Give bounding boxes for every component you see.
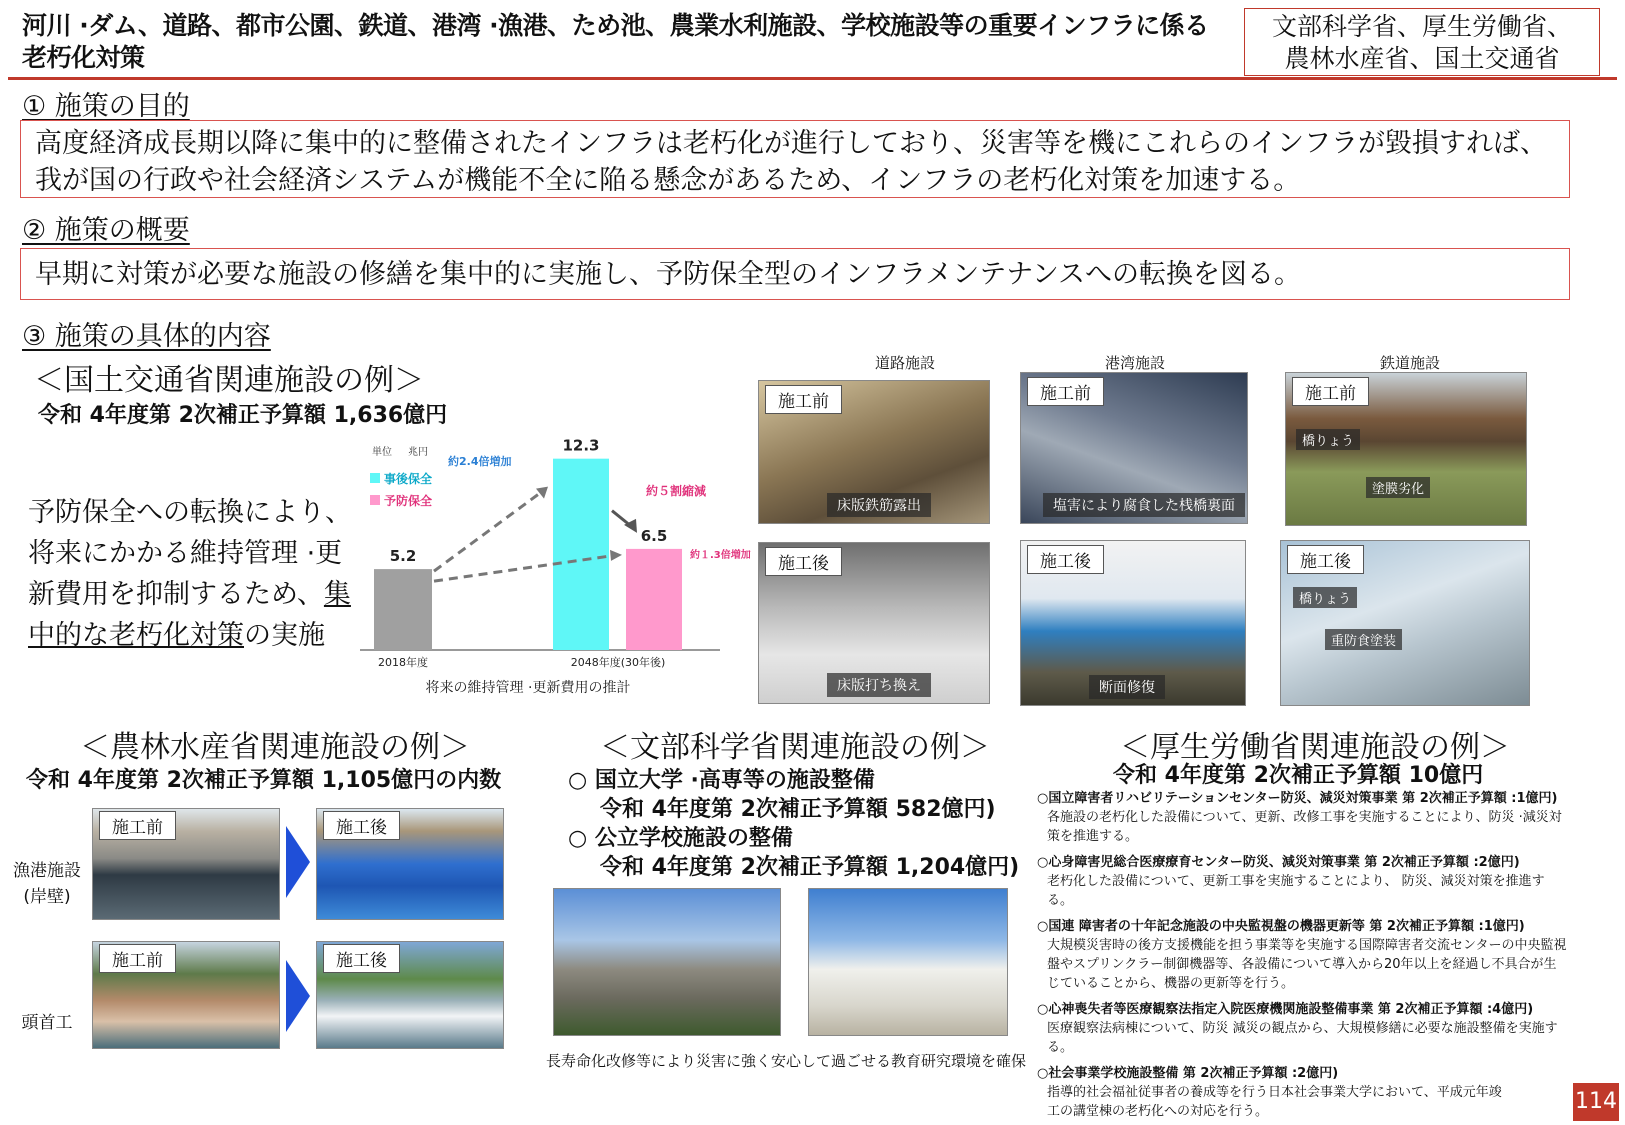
bar-value-label: 12.3 (562, 436, 600, 455)
mext-item2: ○ 公立学校施設の整備 (568, 826, 793, 851)
x-tick-label: 2048年度(30年後) (570, 656, 666, 669)
bar-value-label: 5.2 (389, 547, 417, 566)
mext-item1-budget: 令和 4年度第 2次補正予算額 582億円) (600, 797, 996, 822)
mlit-budget: 令和 4年度第 2次補正予算額 1,636億円 (38, 403, 448, 428)
fishport-before-tag: 施工前 (99, 811, 176, 840)
rail-label: 鉄道施設 (1379, 354, 1440, 372)
mlit-title: ＜国土交通省関連施設の例＞ (34, 363, 424, 398)
port-after-tag: 施工後 (1027, 545, 1104, 574)
mhlw-list (1037, 790, 1569, 1121)
chart-caption: 将来の維持管理 ·更新費用の推計 (425, 680, 631, 696)
mhlw-title: ＜厚生労働省関連施設の例＞ (1120, 730, 1510, 765)
legend-swatch (370, 495, 380, 505)
rail-after-label2: 重防食塗装 (1325, 629, 1402, 650)
section2-box: 早期に対策が必要な施設の修繕を集中的に実施し、予防保全型のインフラメンテナンスへの転換を図る。 (20, 248, 1570, 300)
arrow-head-icon (536, 487, 548, 499)
mext-title: ＜文部科学省関連施設の例＞ (600, 730, 990, 765)
bar (626, 549, 682, 650)
road-before-photo (758, 380, 990, 524)
section3-heading: ③ 施策の具体的内容 (22, 321, 271, 352)
mhlw-item: ○国連 障害者の十年記念施設の中央監視盤の機器更新等 第 2次補正予算額 :1億円) 大規模災害時の後方支援機能を担う事業等を実施する国際障害者交流センターの中央監視盤やスプリンクラー制御機器等、各設備について導入から20年以上を経過し不具合が生じていることから、機器の更新等を行う。 (1037, 919, 1567, 991)
legend-swatch (370, 473, 380, 483)
mext-items (568, 766, 1019, 882)
section2-heading: ② 施策の概要 (22, 215, 190, 246)
port-label: 港湾施設 (1104, 354, 1165, 372)
weir-arrow-icon (286, 960, 310, 1032)
rail-before-label2: 塗膜劣化 (1366, 477, 1430, 498)
bar-value-label: 6.5 (640, 526, 668, 545)
road-label: 道路施設 (874, 354, 935, 372)
maff-row2-label: 頭首工 (21, 1013, 73, 1033)
rail-after-photo (1280, 540, 1530, 706)
port-after-caption: 断面修復 (1089, 675, 1165, 699)
bar (553, 459, 609, 650)
port-before-caption: 塩害により腐食した桟橋裏面 (1043, 493, 1245, 517)
maff-row1-label: 漁港施設(岸壁) (13, 861, 81, 907)
maff-budget: 令和 4年度第 2次補正予算額 1,105億円の内数 (26, 768, 502, 793)
maff-title: ＜農林水産省関連施設の例＞ (80, 730, 470, 765)
section1-heading: ① 施策の目的 (22, 91, 190, 122)
cost-chart (360, 425, 780, 725)
unit-label: 単位 (372, 447, 392, 458)
road-before-tag: 施工前 (765, 385, 842, 414)
mlit-body: 予防保全への転換により、将来にかかる維持管理 ·更新費用を抑制するため、集中的な老朽化対策の実施 (28, 497, 352, 651)
mext-item1: ○ 国立大学 ·高専等の施設整備 (568, 768, 875, 793)
road-before-caption: 床版鉄筋露出 (827, 493, 931, 517)
rail-before-photo (1285, 372, 1527, 526)
rail-before-tag: 施工前 (1292, 377, 1369, 406)
legend-label: 事後保全 (384, 472, 433, 486)
mext-caption: 長寿命化改修等により災害に強く安心して過ごせる教育研究環境を確保 (546, 1052, 1027, 1070)
rail-after-tag: 施工後 (1287, 545, 1364, 574)
road-after-photo (758, 542, 990, 704)
mext-item2-budget: 令和 4年度第 2次補正予算額 1,204億円) (600, 855, 1020, 880)
section1-box: 高度経済成長期以降に集中的に整備されたインフラは老朽化が進行しており、災害等を機にこれらのインフラが毀損すれば、我が国の行政や社会経済システムが機能不全に陥る懸念があるため、インフラの老朽化対策を加速する。 (20, 120, 1570, 198)
port-before-photo (1020, 372, 1248, 524)
fishport-after-tag: 施工後 (323, 811, 400, 840)
annotation: 約2.4倍増加 (448, 455, 512, 468)
unit-value: 兆円 (408, 447, 428, 458)
mhlw-item: ○国立障害者リハビリテーションセンター防災、減災対策事業 第 2次補正予算額 :1億円) 各施設の老朽化した設備について、更新、改修工事を実施することにより、防災 ·減災対策を推進する。 (1037, 791, 1562, 844)
port-before-tag: 施工前 (1027, 377, 1104, 406)
weir-before-tag: 施工前 (99, 944, 176, 973)
annotation: 約５割縮減 (646, 484, 707, 498)
ministries-box (1244, 8, 1600, 76)
mhlw-budget: 令和 4年度第 2次補正予算額 10億円 (1113, 763, 1484, 788)
arrow-head-icon (610, 550, 622, 561)
fishport-after-photo (316, 808, 504, 920)
mhlw-item: ○社会事業学校施設整備 第 2次補正予算額 :2億円) 指導的社会福祉従事者の養成等を行う日本社会事業大学において、平成元年竣工の講堂棟の老朽化への対応を行う。 (1037, 1066, 1502, 1119)
fishport-before-photo (92, 808, 280, 920)
port-after-photo (1020, 540, 1246, 706)
trend-arrow-up (434, 489, 546, 571)
road-after-tag: 施工後 (765, 547, 842, 576)
rail-after-label1: 橋りょう (1293, 587, 1357, 608)
university-photo (553, 888, 781, 1036)
page-title: 河川 ·ダム、道路、都市公園、鉄道、港湾 ·漁港、ため池、農業水利施設、学校施設等の重要インフラに係る老朽化対策 (22, 11, 1209, 72)
legend-label: 予防保全 (384, 494, 433, 508)
ministries-line2: 農林水産省、国土交通省 (1284, 44, 1560, 73)
mhlw-item: ○心身障害児総合医療療育センター防災、減災対策事業 第 2次補正予算額 :2億円) 老朽化した設備について、更新工事を実施することにより、 防災、減災対策を推進する。 (1037, 855, 1545, 908)
weir-before-photo (92, 941, 280, 1049)
bar (374, 569, 432, 650)
ministries-line1: 文部科学省、厚生労働省、 (1271, 12, 1572, 41)
page-number: 114 (1573, 1083, 1619, 1121)
mhlw-item: ○心神喪失者等医療観察法指定入院医療機関施設整備事業 第 2次補正予算額 :4億円) 医療観察法病棟について、防災 減災の観点から、大規模修繕に必要な施設整備を実施する。 (1037, 1002, 1558, 1055)
school-photo (808, 888, 1008, 1036)
mlit-body-emphasis: 集中的な老朽化対策 (28, 579, 351, 651)
weir-after-photo (316, 941, 504, 1049)
x-tick-label: 2018年度 (378, 656, 428, 669)
weir-after-tag: 施工後 (323, 944, 400, 973)
annotation: 約１.3倍増加 (690, 550, 751, 561)
road-after-caption: 床版打ち換え (827, 673, 931, 697)
fishport-arrow-icon (286, 826, 310, 898)
rail-before-label1: 橋りょう (1296, 429, 1360, 450)
header-divider (8, 77, 1617, 80)
